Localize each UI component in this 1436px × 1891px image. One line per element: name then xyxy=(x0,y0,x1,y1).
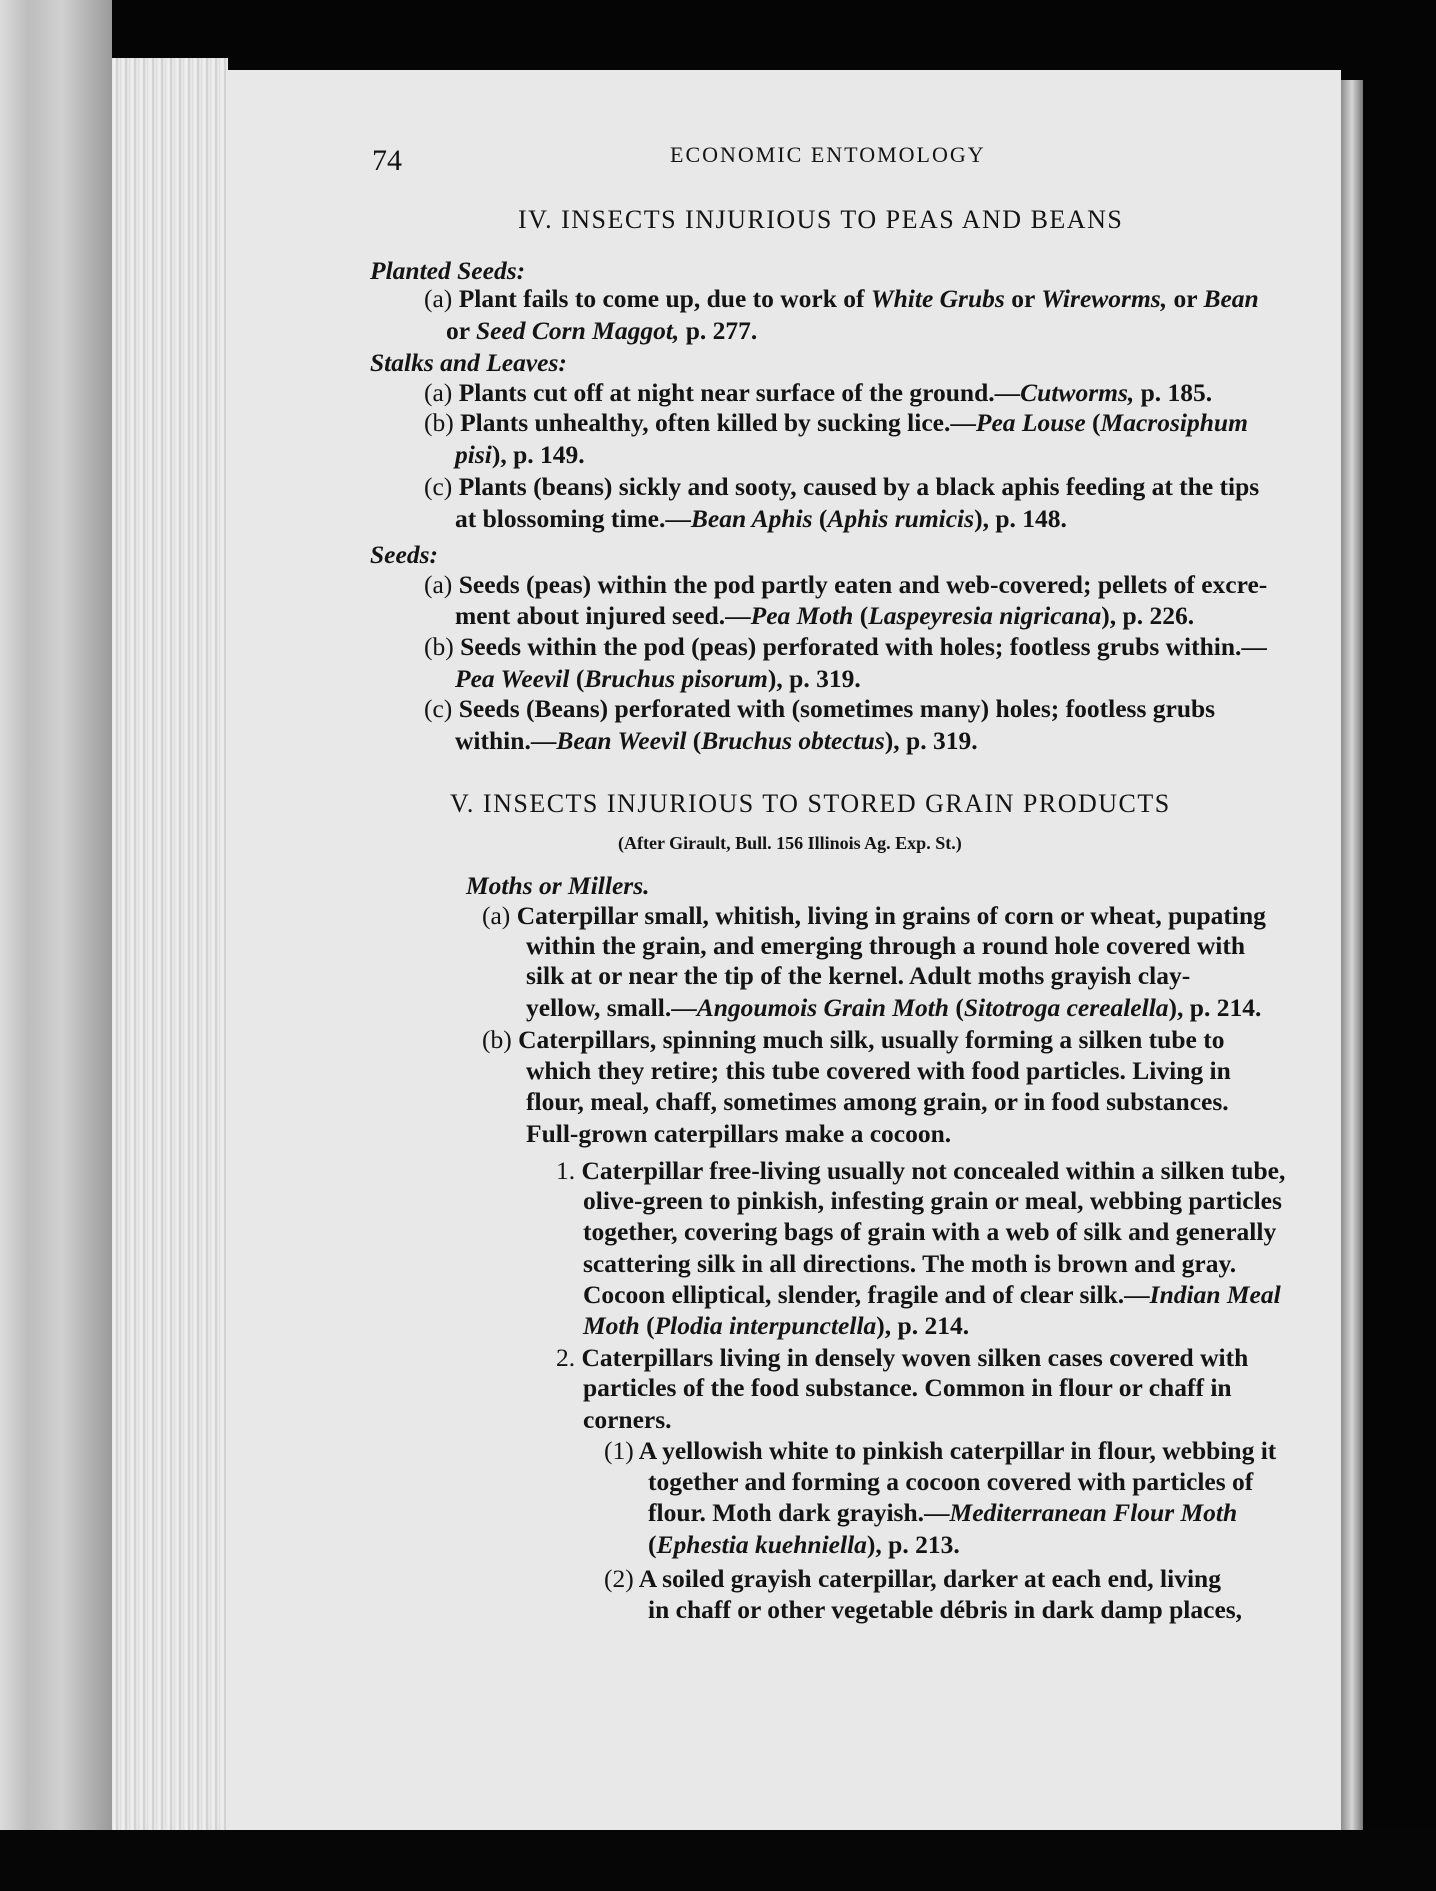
moths-item-a-line-1: (a) Caterpillar small, whitish, living in grains of corn or wheat, pupating xyxy=(482,901,1266,930)
moths-item-b-line-3: flour, meal, chaff, sometimes among grain, or in food substances. xyxy=(526,1087,1229,1116)
sub-item-1-line-3: flour. Moth dark grayish.—Mediterranean Flour Moth xyxy=(648,1498,1238,1527)
stalks-heading: Stalks and Leaves: xyxy=(370,348,567,377)
sub-item-2-line-1: (2) A soiled grayish caterpillar, darker at each end, living xyxy=(604,1564,1221,1593)
section-4-title: IV. INSECTS INJURIOUS TO PEAS AND BEANS xyxy=(518,205,1124,234)
stalks-item-b-line-1: (b) Plants unhealthy, often killed by sucking lice.—Pea Louse (Macrosiphum xyxy=(424,408,1248,437)
numbered-item-1-line-6: Moth (Plodia interpunctella), p. 214. xyxy=(583,1311,970,1340)
planted-seeds-heading: Planted Seeds: xyxy=(370,256,526,285)
numbered-item-1-line-3: together, covering bags of grain with a web of silk and generally xyxy=(583,1217,1277,1246)
stalks-item-c-line-2: at blossoming time.—Bean Aphis (Aphis rumicis), p. 148. xyxy=(455,504,1067,533)
sub-item-1-line-2: together and forming a cocoon covered with particles of xyxy=(648,1467,1254,1496)
numbered-item-2-line-1: 2. Caterpillars living in densely woven silken cases covered with xyxy=(556,1343,1249,1372)
scan-bottom-border xyxy=(0,1830,1436,1891)
seeds-item-a-line-1: (a) Seeds (peas) within the pod partly eaten and web-covered; pellets of excre- xyxy=(424,570,1268,599)
numbered-item-2-line-2: particles of the food substance. Common in flour or chaff in xyxy=(583,1373,1232,1402)
sub-item-1-line-1: (1) A yellowish white to pinkish caterpillar in flour, webbing it xyxy=(604,1436,1277,1465)
seeds-item-c-line-2: within.—Bean Weevil (Bruchus obtectus), p. 319. xyxy=(455,726,978,755)
numbered-item-1-line-2: olive-green to pinkish, infesting grain or meal, webbing particles xyxy=(583,1186,1282,1215)
moths-item-a-line-3: silk at or near the tip of the kernel. Adult moths grayish clay- xyxy=(526,961,1191,990)
moths-item-a-line-2: within the grain, and emerging through a round hole covered with xyxy=(526,931,1246,960)
book-gutter-right xyxy=(1341,80,1363,1830)
numbered-item-1-line-4: scattering silk in all directions. The moth is brown and gray. xyxy=(583,1249,1237,1278)
section-5-title: V. INSECTS INJURIOUS TO STORED GRAIN PRODUCTS xyxy=(450,789,1171,818)
stalks-item-a: (a) Plants cut off at night near surface of the ground.—Cutworms, p. 185. xyxy=(424,378,1213,407)
stalks-item-b-line-2: pisi), p. 149. xyxy=(455,440,585,469)
seeds-item-a-line-2: ment about injured seed.—Pea Moth (Laspeyresia nigricana), p. 226. xyxy=(455,601,1195,630)
numbered-item-1-line-5: Cocoon elliptical, slender, fragile and of clear silk.—Indian Meal xyxy=(583,1280,1281,1309)
planted-seeds-item-a-line-1: (a) Plant fails to come up, due to work of White Grubs or Wireworms, or Bean xyxy=(424,284,1259,313)
seeds-item-b-line-2: Pea Weevil (Bruchus pisorum), p. 319. xyxy=(455,664,861,693)
moths-item-a-line-4: yellow, small.—Angoumois Grain Moth (Sitotroga cerealella), p. 214. xyxy=(526,993,1262,1022)
moths-item-b-line-2: which they retire; this tube covered with food particles. Living in xyxy=(526,1056,1231,1085)
running-head: ECONOMIC ENTOMOLOGY xyxy=(670,142,986,167)
page-number: 74 xyxy=(372,144,402,177)
seeds-item-c-line-1: (c) Seeds (Beans) perforated with (sometimes many) holes; footless grubs xyxy=(424,694,1216,723)
scan-left-margin xyxy=(0,0,112,1891)
moths-item-b-line-1: (b) Caterpillars, spinning much silk, usually forming a silken tube to xyxy=(482,1025,1225,1054)
sub-item-2-line-2: in chaff or other vegetable débris in dark damp places, xyxy=(648,1595,1243,1624)
section-5-attribution: (After Girault, Bull. 156 Illinois Ag. Exp. St.) xyxy=(618,833,962,853)
moths-item-b-line-4: Full-grown caterpillars make a cocoon. xyxy=(526,1119,952,1148)
numbered-item-2-line-3: corners. xyxy=(583,1405,672,1434)
sub-item-1-line-4: (Ephestia kuehniella), p. 213. xyxy=(648,1530,960,1559)
numbered-item-1-line-1: 1. Caterpillar free-living usually not concealed within a silken tube, xyxy=(556,1156,1286,1185)
seeds-heading: Seeds: xyxy=(370,540,438,569)
moths-heading: Moths or Millers. xyxy=(466,871,650,900)
stalks-item-c-line-1: (c) Plants (beans) sickly and sooty, caused by a black aphis feeding at the tips xyxy=(424,472,1260,501)
seeds-item-b-line-1: (b) Seeds within the pod (peas) perforated with holes; footless grubs within.— xyxy=(424,632,1267,661)
book-page-edges xyxy=(112,58,228,1838)
planted-seeds-item-a-line-2: or Seed Corn Maggot, p. 277. xyxy=(446,316,758,345)
